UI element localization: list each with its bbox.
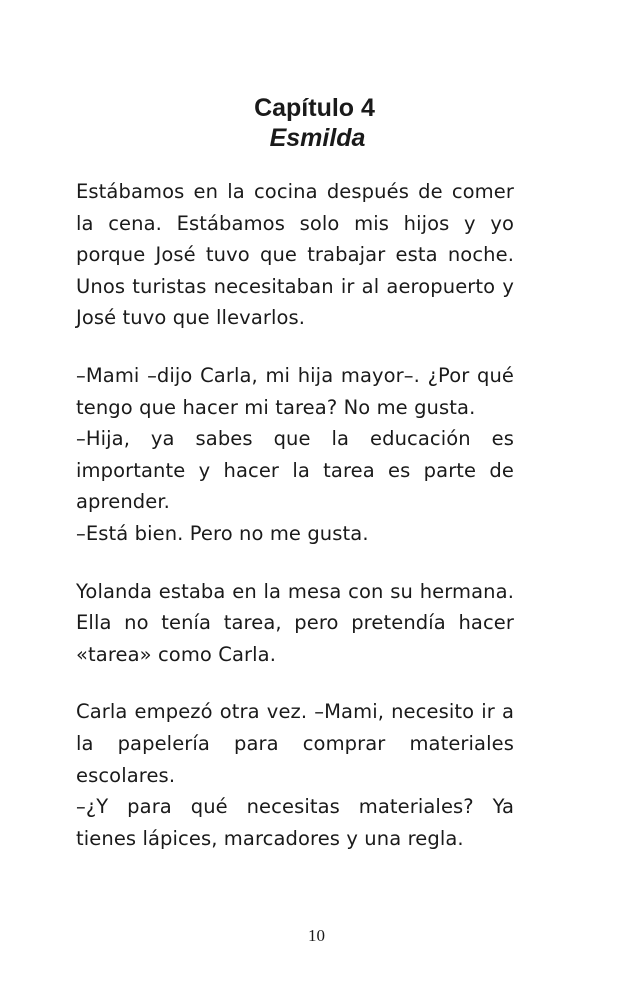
dialogue-line: –¿Y para qué necesitas materiales? Ya tienes lápices, marcadores y una regla. (76, 795, 514, 850)
dialogue-line: –Hija, ya sabes que la educación es importante y hacer la tarea es parte de aprender. (76, 427, 514, 514)
dialogue-line: –Está bien. Pero no me gusta. (76, 521, 369, 545)
chapter-title: Esmilda (269, 124, 366, 152)
paragraph-yolanda: Yolanda estaba en la mesa con su hermana. Ella no tenía tarea, pero pretendía hacer «tarea» como Carla. (76, 579, 514, 666)
dialogue-line: –Mami –dijo Carla, mi hija mayor–. ¿Por qué tengo que hacer mi tarea? No me gusta. (76, 363, 514, 419)
chapter-heading (0, 94, 625, 153)
chapter-number: Capítulo 4 (254, 94, 375, 122)
body-text (76, 176, 514, 854)
paragraph-carla: Carla empezó otra vez. –Mami, necesito ir a la papelería para comprar materiales escolares. (76, 700, 514, 787)
paragraph-intro: Estábamos en la cocina después de comer la cena. Estábamos solo mis hijos y yo porque José tuvo que trabajar esta noche. Unos turistas necesitaban ir al aeropuerto y José tuvo que llevarlos. (76, 180, 514, 330)
page-number: 10 (308, 926, 325, 945)
